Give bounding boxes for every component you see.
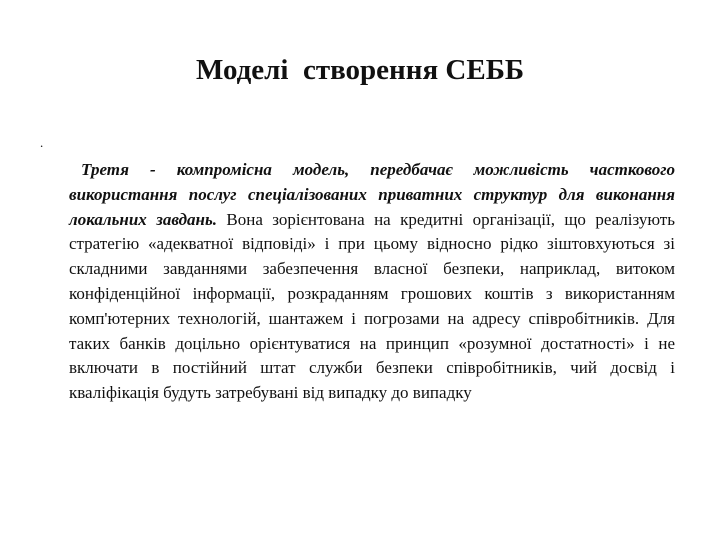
bullet-marker: . (40, 135, 44, 150)
emphasis-text: Третя - компромісна модель, передбачає можливість часткового використання послуг спеціалізованих приватних структур для виконання локальних завдань. (69, 160, 675, 229)
slide-title: Моделі створення СЕББ (195, 54, 525, 86)
body-text: Вона зорієнтована на кредитні організації, що реалізують стратегію «адекватної відповіді» і при цьому відносно рідко зіштовхуються зі складними завданнями забезпечення власної безпеки, наприклад, витоком конфіденційної інформації, розкраданням грошових коштів з використанням комп'ютерних технологій, шантажем і погрозами на адресу співробітників. Для таких банків доцільно орієнтуватися на принцип «розумної достатності» і не включати в постійний штат служби безпеки співробітників, чий досвід і кваліфікація будуть затребувані від випадку до випадку (69, 209, 675, 403)
body-paragraph (69, 158, 675, 406)
